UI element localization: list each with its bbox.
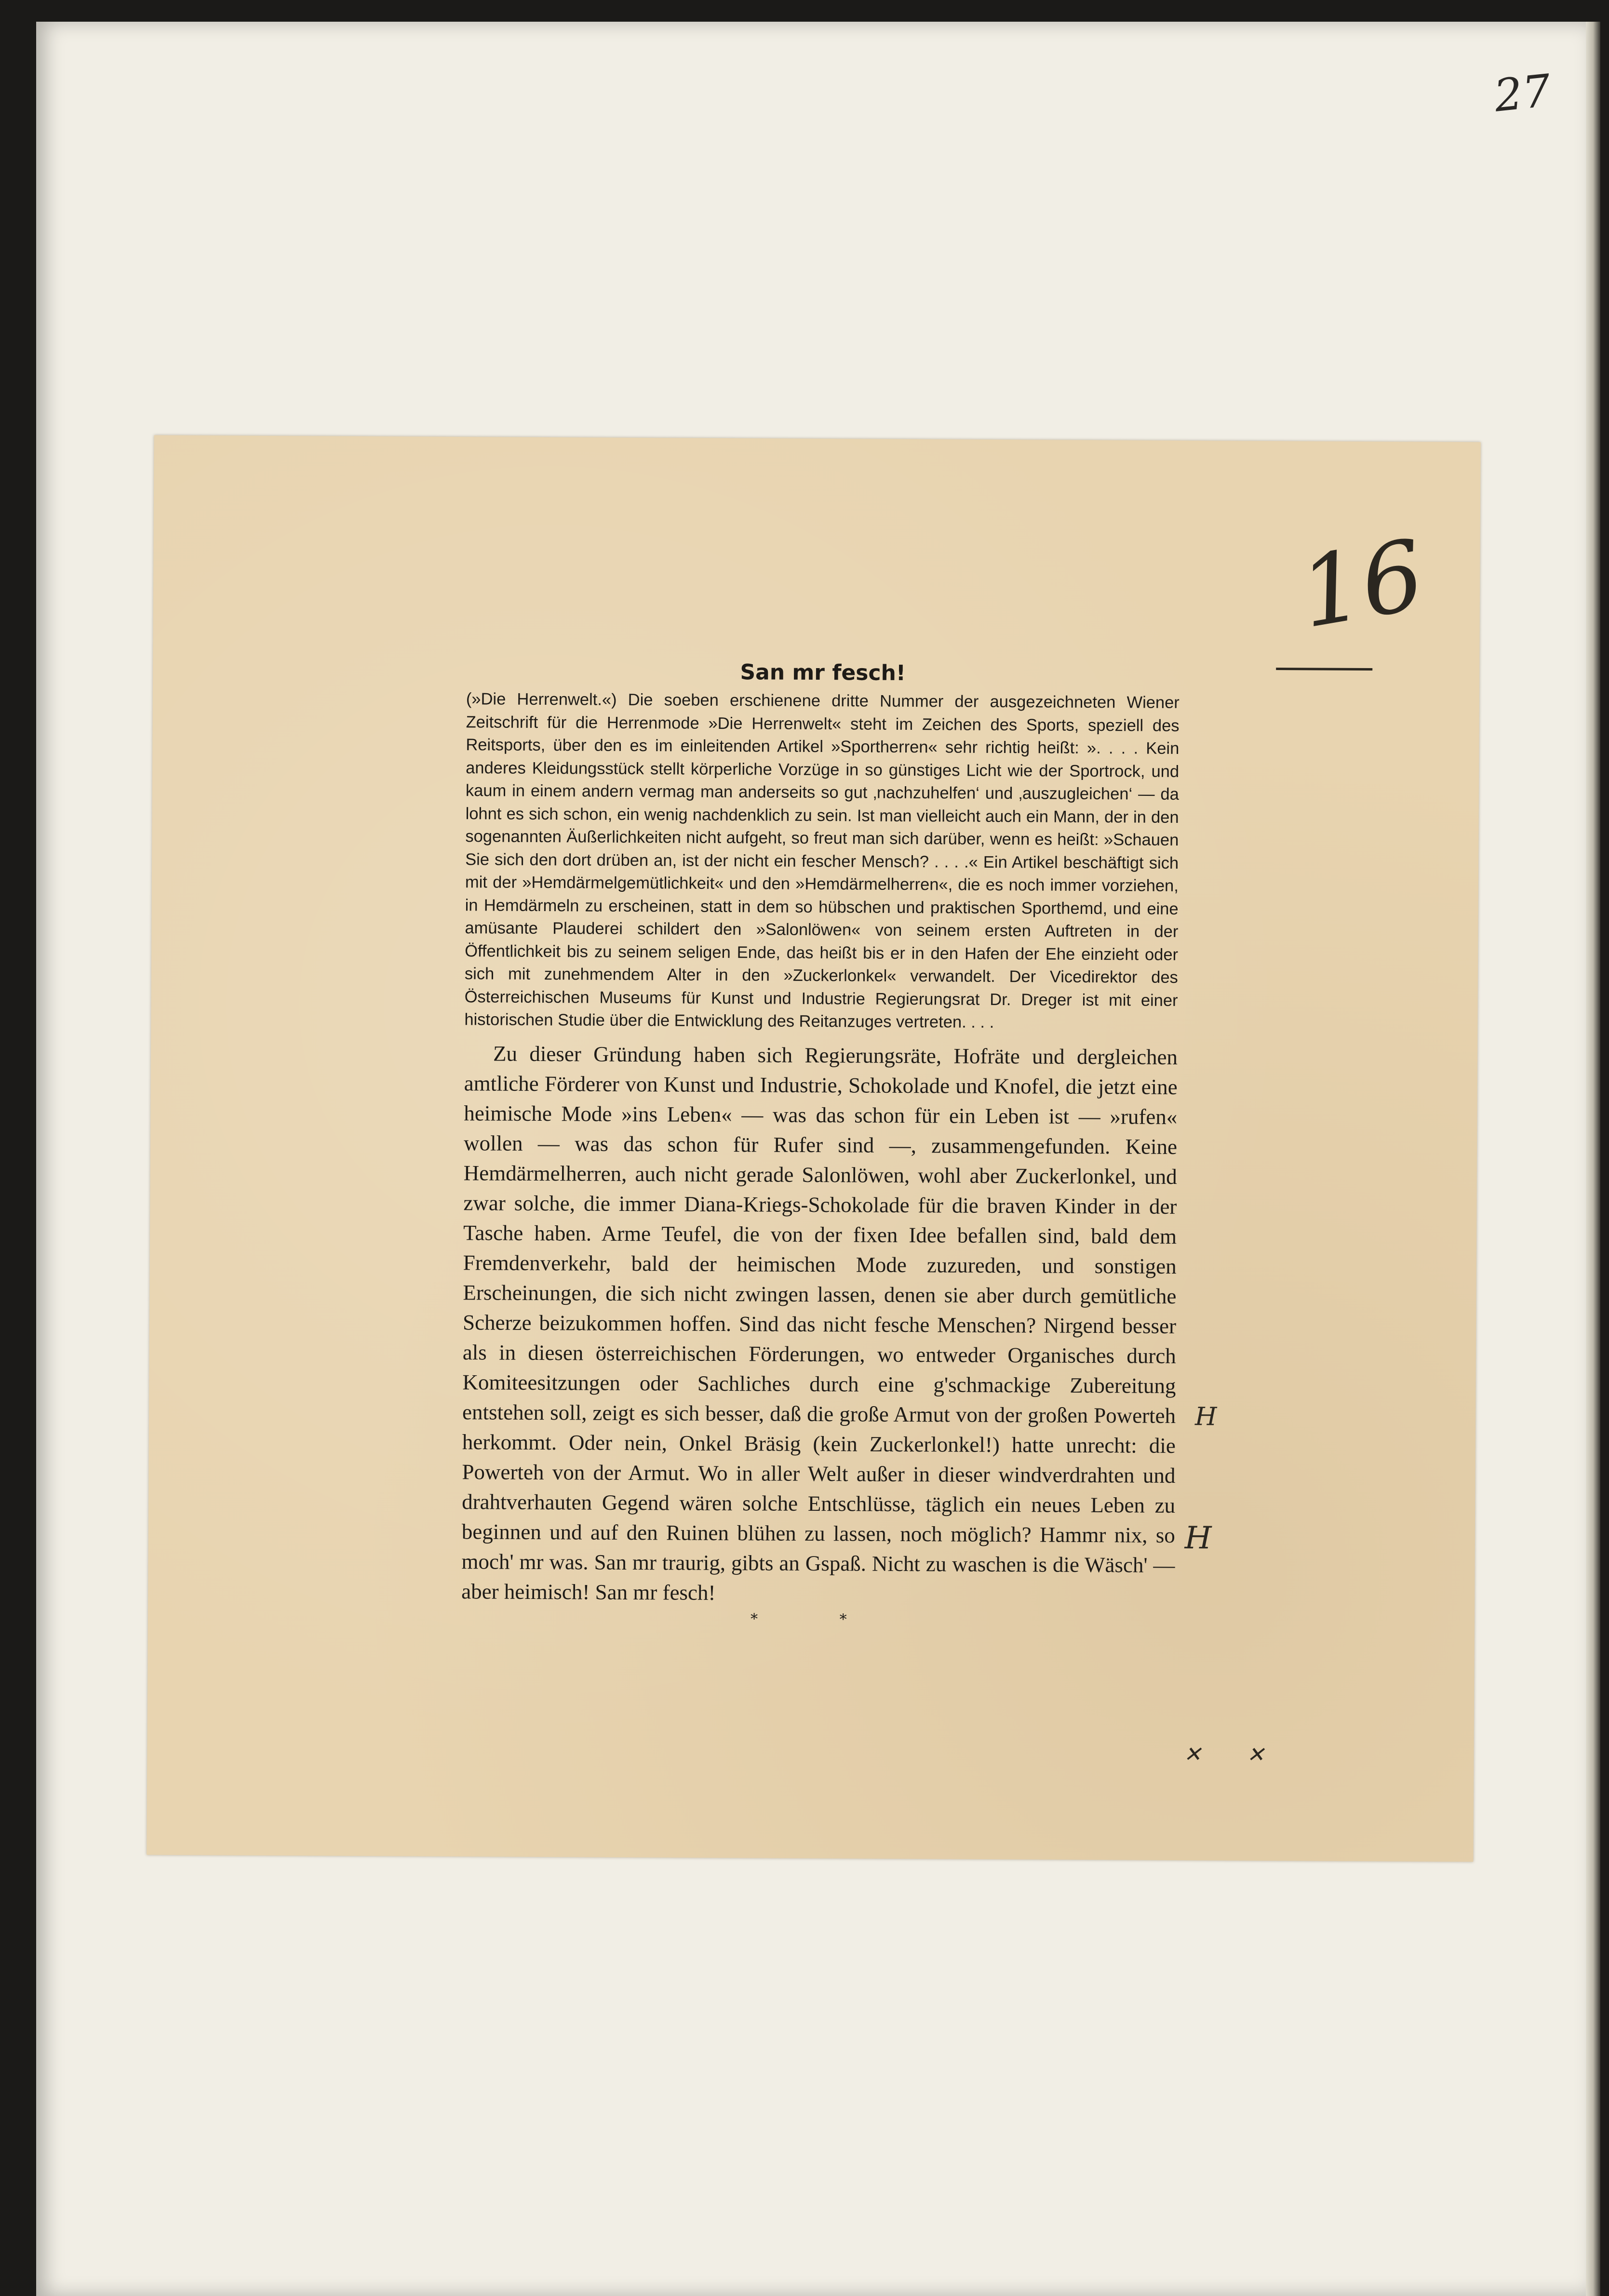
folio-number: 27 (1491, 65, 1554, 122)
section-asterisks: * * (751, 1610, 885, 1628)
article-title: San mr fesch! (740, 660, 906, 685)
margin-correction-marks: ✕ ✕ (1183, 1742, 1284, 1768)
margin-correction-note: H (1194, 1402, 1217, 1432)
page-edge (1586, 22, 1600, 2296)
article-intro: (»Die Herrenwelt.«) Die soeben erschienene dritte Nummer der ausgezeichneten Wiener Zeitschrift für die Herrenmode »Die Herrenwelt« steht im Zeichen des Sports, speziell des Reitsports, über den es im einleitenden Artikel »Sportherren« sehr richtig heißt: ». . . . Kein anderes Kleidungsstück stellt körperliche Vorzüge in so günstiges Licht wie der Sportrock, und kaum in einem andern vermag man anderseits so gut ‚nachzuhelfen‘ und ‚auszugleichen‘ — da lohnt es sich schon, ein wenig nachdenklich zu sein. Ist man vielleicht auch ein Mann, der in den sogenannten Äußerlichkeiten nicht aufgeht, so freut man sich darüber, wenn es heißt: »Schauen Sie sich den dort drüben an, ist der nicht ein fescher Mensch? . . . .« Ein Artikel beschäftigt sich mit der »Hemdärmelgemütlichkeit« und den »Hemdärmelherren«, die es noch immer vorziehen, in Hemdärmeln zu erscheinen, statt in dem so hübschen und praktischen Sporthemd, und eine amüsante Plauderei schildert den »Salonlöwen« von seinem ersten Auftreten in der Öffentlichkeit bis zu seinem seligen Ende, das heißt bis er in den Hafen der Ehe einzieht oder sich mit zunehmendem Alter in den »Zuckerlonkel« verwandelt. Der Vicedirektor des Österreichischen Museums für Kunst und Industrie Regierungsrat Dr. Dreger ist mit einer historischen Studie über die Entwicklung des Reitanzuges vertreten. . . . (464, 690, 1180, 1032)
newspaper-clipping (147, 435, 1480, 1862)
article-body: Zu dieser Gründung haben sich Regierungsräte, Hofräte und dergleichen amtliche Förderer von Kunst und Industrie, Schokolade und Knofel, die jetzt eine heimische Mode »ins Leben« — was das schon für ein Leben ist — »rufen« wollen — was das schon für Rufer sind —, zusammengefunden. Keine Hemdärmelherren, auch nicht gerade Salonlöwen, wohl aber Zuckerlonkel, und zwar solche, die immer Diana-Kriegs-Schokolade für die braven Kinder in der Tasche haben. Arme Teufel, die von der fixen Idee befallen sind, bald dem Fremdenverkehr, bald der heimischen Mode zuzureden, und sonstigen Erscheinungen, die sich nicht zwingen lassen, denen sie aber durch gemütliche Scherze beizukommen hoffen. Sind das nicht fesche Menschen? Nirgend besser als in diesen österreichischen Förderungen, wo entweder Organisches durch Komiteesitzungen oder Sachliches durch eine g'schmackige Zubereitung entstehen soll, zeigt es sich besser, daß die große Armut von der großen Powerteh herkommt. Oder nein, Onkel Bräsig (kein Zuckerlonkel!) hatte unrecht: die Powerteh von der Armut. Wo in aller Welt außer in dieser windverdrahten und drahtverhauten Gegend wären solche Entschlüsse, täglich ein neues Leben zu beginnen und auf den Ruinen blühen zu lassen, noch möglich? Hammr nix, so moch' mr was. San mr traurig, gibts an Gspaß. Nicht zu waschen is die Wäsch' — aber heimisch! San mr fesch! (461, 1041, 1178, 1605)
margin-correction-note: H (1184, 1520, 1212, 1557)
article (461, 658, 1180, 1629)
handwritten-underline (1276, 668, 1372, 671)
handwritten-clipping-number: 16 (1292, 519, 1432, 650)
